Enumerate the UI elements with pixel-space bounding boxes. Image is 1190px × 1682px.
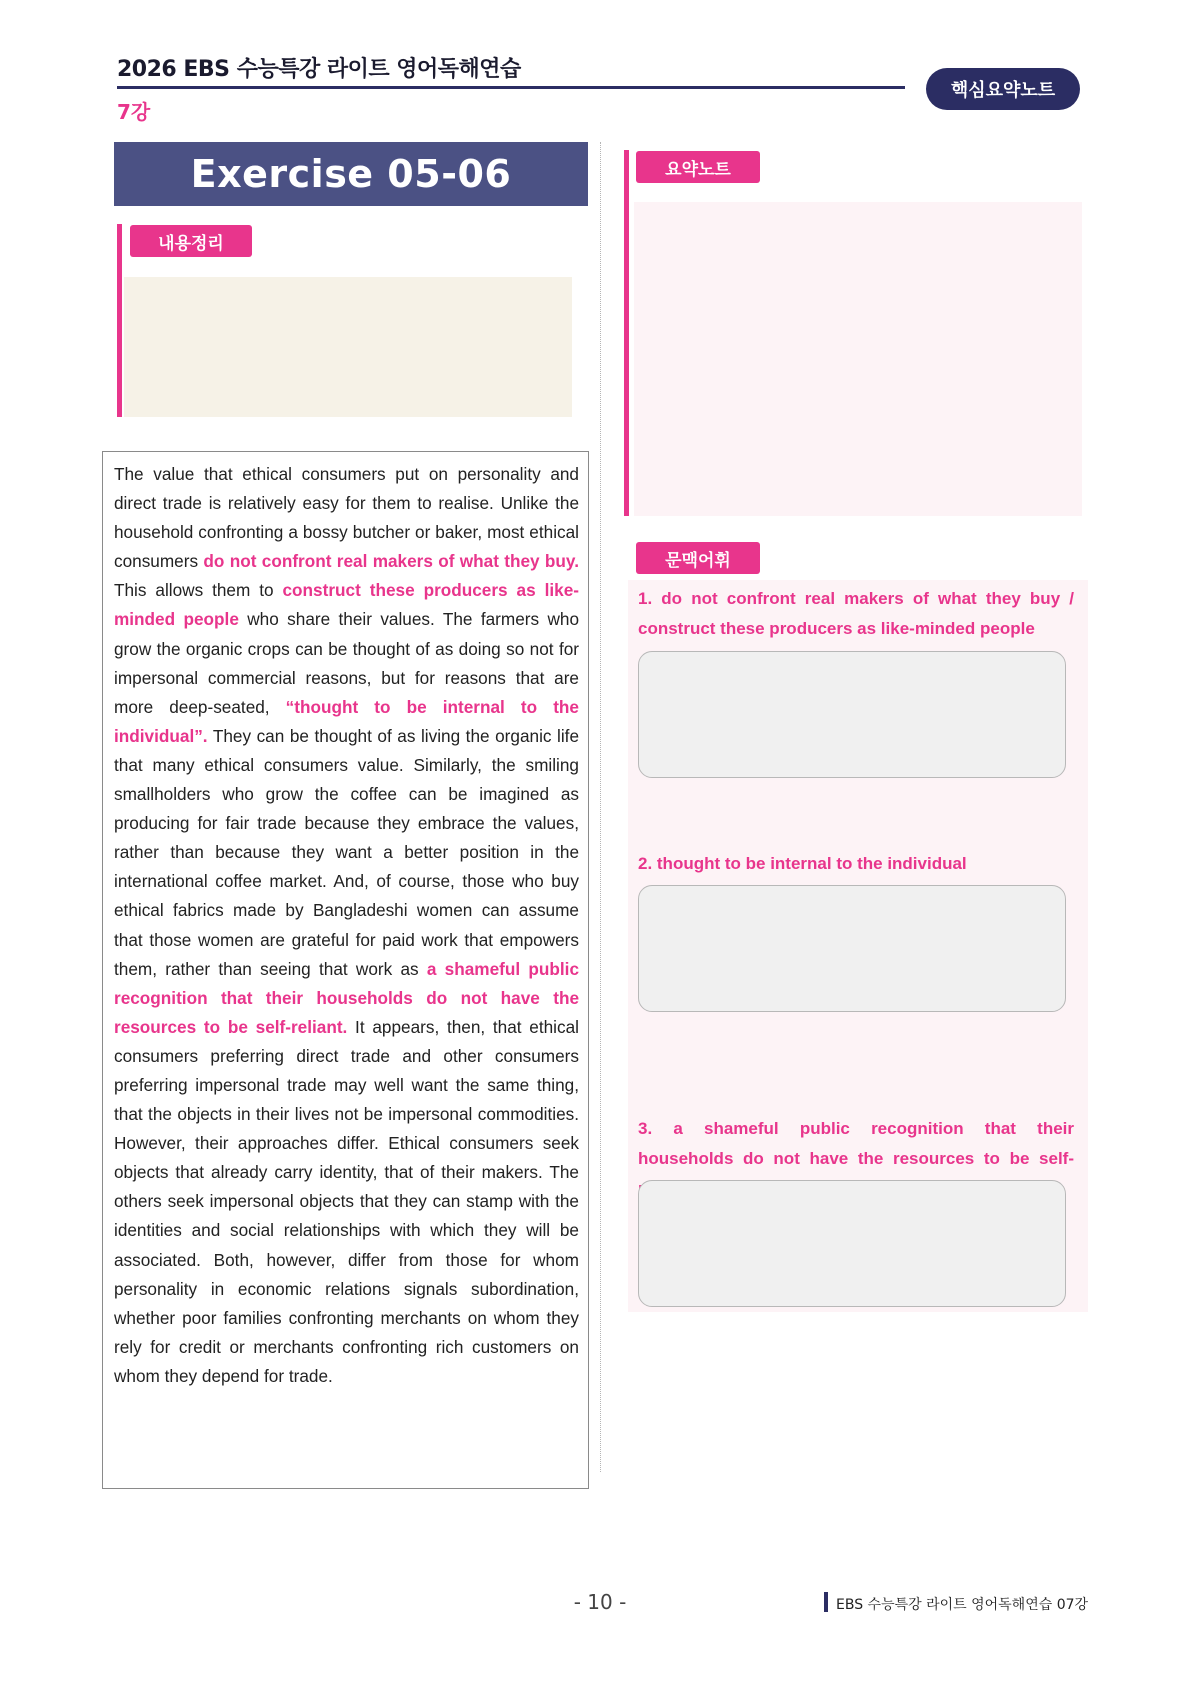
passage-text bbox=[114, 460, 579, 1391]
passage-segment: It appears, then, that ethical consumers preferring direct trade and other consumers preferring impersonal trade may well want the same thing, that the objects in their lives not be impersonal commodities. However, their approaches differ. Ethical consumers seek objects that already carry identity, that of their makers. The others seek impersonal objects that they can stamp with the identities and social relationships with which they will be associated. Both, however, differ from those for whom personality in economic relations signals subordination, whether poor families confronting merchants on whom they rely for credit or merchants confronting rich customers on whom they depend for trade. bbox=[114, 1016, 579, 1386]
column-divider bbox=[600, 142, 601, 1472]
footer-mark bbox=[824, 1592, 828, 1612]
page-number: - 10 - bbox=[573, 1590, 627, 1614]
summary-note-bar bbox=[624, 150, 629, 516]
passage-highlight: construct these producers as like-minded people bbox=[114, 580, 579, 630]
core-summary-badge: 핵심요약노트 bbox=[926, 68, 1080, 110]
answer-box-3[interactable] bbox=[638, 1180, 1066, 1307]
passage-segment: This allows them to bbox=[114, 580, 283, 601]
vocab-item-3: 3. a shameful public recognition that their households do not have the resources to be self- bbox=[638, 1119, 1074, 1168]
answer-box-2[interactable] bbox=[638, 885, 1066, 1012]
content-summary-box[interactable] bbox=[124, 277, 572, 417]
passage-segment: The value that ethical consumers put on personality and direct trade is relatively easy for them to realise. Unlike the household confronting a bossy butcher or baker, most ethical consumers bbox=[114, 464, 579, 572]
passage-segment: They can be thought of as living the organic life that many ethical consumers value. Similarly, the smiling smallholders who grow the coffee can be imagined as producing for fair trade because they embrace the values, rather than because they want a better position in the international coffee market. And, of course, those who buy ethical fabrics made by Bangladeshi women can assume that those women are grateful for paid work that empowers them, rather than seeing that work as bbox=[114, 725, 579, 979]
passage-highlight: a shameful public recognition that their households do not have the resources to be self-reliant. bbox=[114, 958, 580, 1037]
lesson-label: 7강 bbox=[117, 100, 151, 124]
context-vocab-label: 문맥어휘 bbox=[636, 542, 760, 574]
vocab-item-2: 2. thought to be internal to the individual bbox=[638, 854, 967, 873]
passage-highlight: “thought to be internal to the individual”. bbox=[114, 696, 579, 746]
summary-note-area[interactable] bbox=[634, 202, 1082, 516]
header-divider bbox=[117, 86, 905, 89]
content-summary-label: 내용정리 bbox=[130, 225, 252, 257]
exercise-title: Exercise 05-06 bbox=[114, 142, 588, 206]
summary-note-label: 요약노트 bbox=[636, 151, 760, 183]
book-title: 2026 EBS 수능특강 라이트 영어독해연습 bbox=[117, 57, 521, 82]
content-summary-bar bbox=[117, 224, 122, 417]
passage-highlight: do not confront real makers of what they buy. bbox=[203, 551, 579, 572]
answer-box-1[interactable] bbox=[638, 651, 1066, 778]
passage-segment: who share their values. The farmers who grow the organic crops can be thought of as doing so not for impersonal commercial reasons, but for reasons that are more deep-seated, bbox=[114, 609, 580, 717]
vocab-item-1: 1. do not confront real makers of what they buy / construct these producers as like-minded people bbox=[638, 589, 1074, 638]
footer-series: EBS 수능특강 라이트 영어독해연습 07강 bbox=[836, 1597, 1089, 1613]
